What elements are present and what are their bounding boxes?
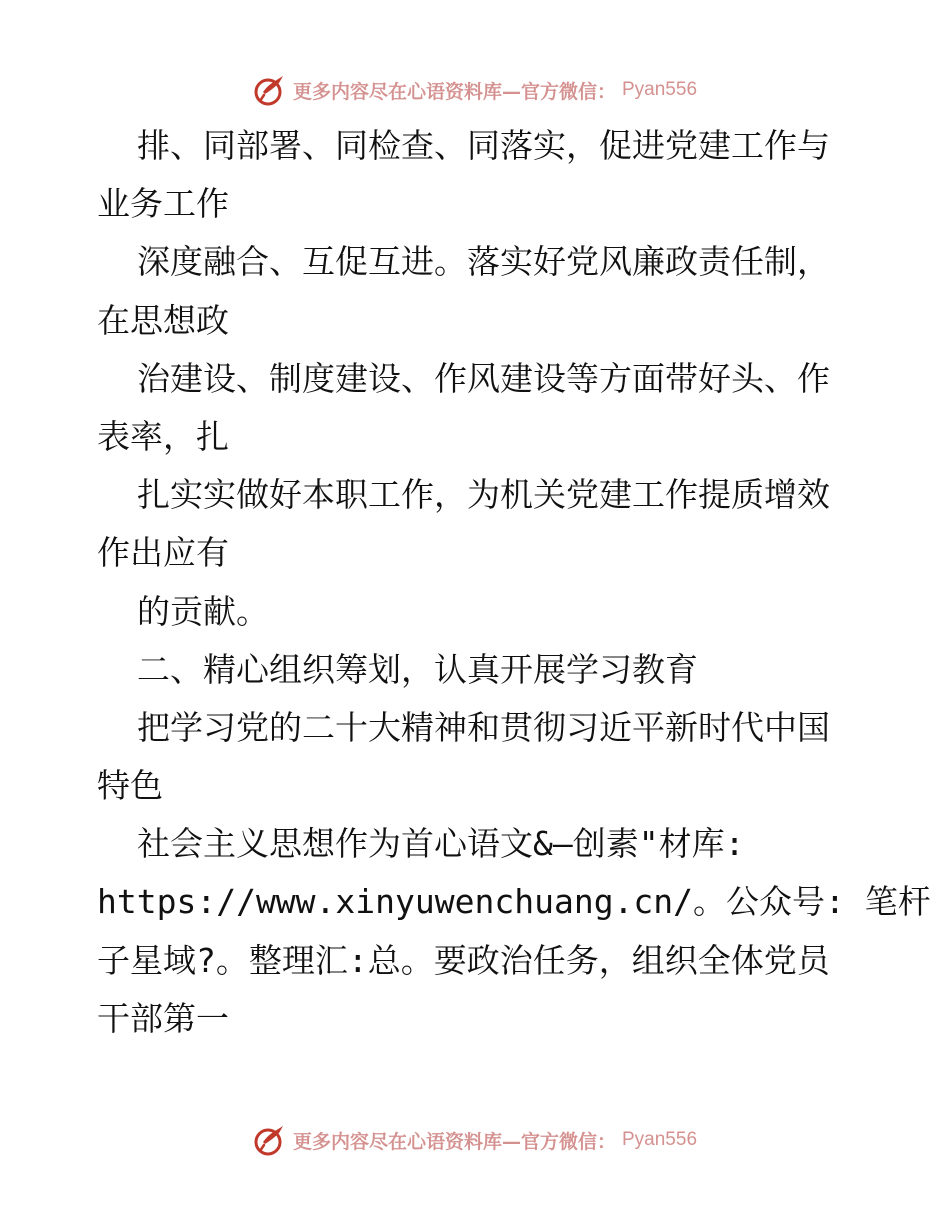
section-heading: 二、精心组织筹划，认真开展学习教育 (137, 649, 698, 689)
body-line-1: 排、同部署、同检查、同落实，促进党建工作与 (137, 126, 830, 165)
header-banner-text: 更多内容尽在心语资料库—官方微信： (292, 80, 616, 103)
footer-banner (0, 1120, 950, 1160)
body-line-9: 的贡献。 (137, 591, 269, 631)
quill-heart-logo-icon (253, 1123, 287, 1157)
body-line-2: 业务工作 (97, 184, 229, 224)
body-line-5: 治建设、制度建设、作风建设等方面带好头、作 (137, 358, 830, 398)
body-line-13: 社会主义思想作为首心语文&—创素"材库: (137, 824, 745, 864)
body-line-16: 干部第一 (97, 998, 229, 1038)
body-line-8: 作出应有 (97, 533, 229, 573)
body-line-15: 子星域?。整理汇:总。要政治任务，组织全体党员 (97, 940, 830, 980)
body-line-3: 深度融合、互促互进。落实好党风廉政责任制， (137, 242, 830, 282)
footer-banner-content (253, 1123, 697, 1157)
header-banner (0, 70, 950, 110)
quill-heart-logo-icon (253, 73, 287, 107)
footer-banner-text: 更多内容尽在心语资料库—官方微信： (292, 1130, 616, 1153)
body-line-11: 把学习党的二十大精神和贯彻习近平新时代中国 (137, 707, 830, 747)
header-banner-content (253, 73, 697, 107)
document-body (97, 117, 931, 1048)
header-wechat-id: Pyan556 (622, 79, 698, 100)
body-line-4: 在思想政 (97, 300, 229, 340)
body-line-6: 表率，扎 (97, 416, 229, 456)
body-line-7: 扎实实做好本职工作，为机关党建工作提质增效 (137, 475, 830, 515)
body-line-12: 特色 (97, 766, 163, 806)
body-line-14: https://www.xinyuwenchuang.cn/。公众号: 笔杆 (97, 882, 931, 922)
footer-wechat-id: Pyan556 (622, 1129, 698, 1150)
